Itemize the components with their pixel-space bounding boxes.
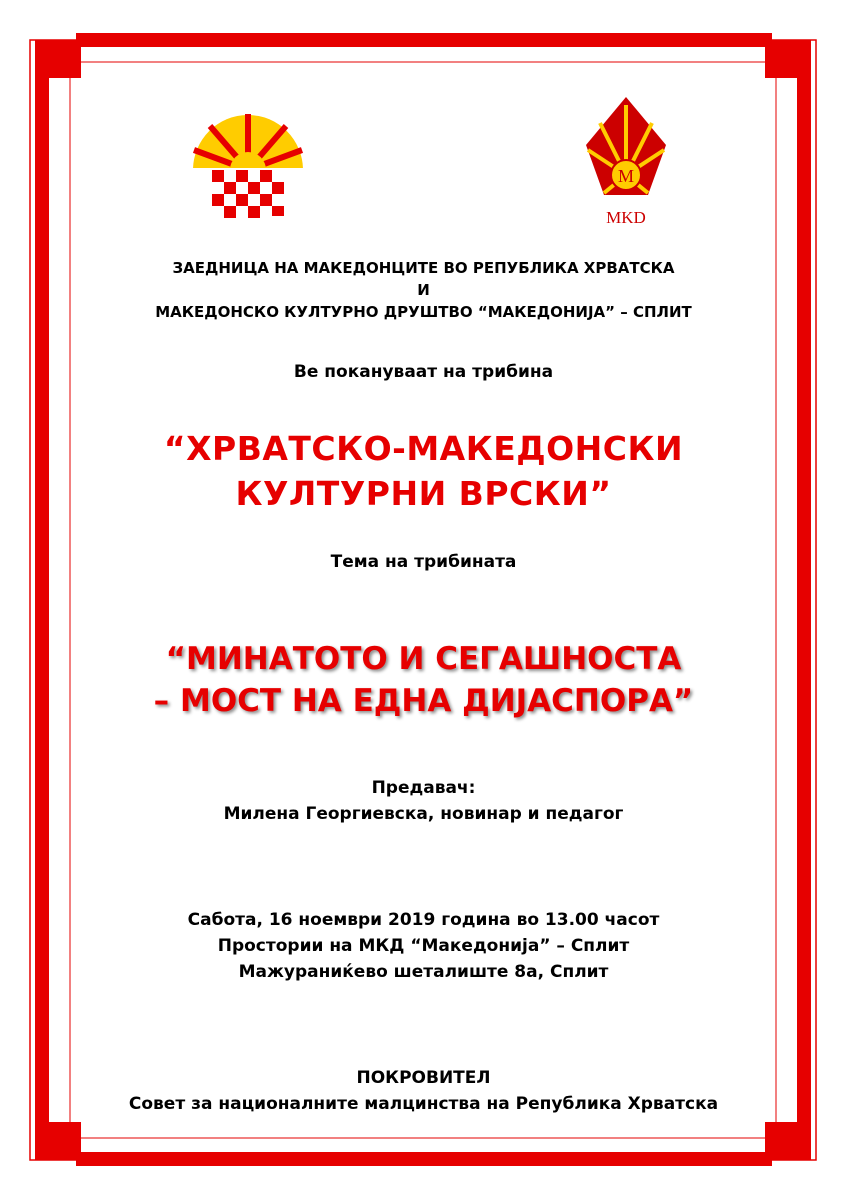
topic-label: Тема на трибината xyxy=(330,552,517,572)
mkd-emblem-icon xyxy=(576,95,676,230)
main-title-line-2: КУЛТУРНИ ВРСКИ” xyxy=(235,474,612,513)
sponsor-label: ПОКРОВИТЕЛ xyxy=(356,1068,491,1088)
invite-text: Ве покануваат на трибина xyxy=(293,362,554,382)
lecturer-block xyxy=(0,775,847,827)
topic-title-line-1: “МИНАТОТО И СЕГАШНОСТА xyxy=(165,641,682,677)
topic-title xyxy=(0,638,847,722)
mkd-logo xyxy=(576,95,676,230)
lecturer-name: Милена Георгиевска, новинар и педагог xyxy=(223,804,624,824)
org-line-2: И xyxy=(417,281,430,299)
sponsor-block xyxy=(0,1065,847,1117)
sun-checkerboard-logo-icon xyxy=(190,112,306,220)
mkd-caption: MKD xyxy=(606,208,646,227)
community-logo xyxy=(190,112,306,220)
mkd-emblem-letter: M xyxy=(617,166,635,186)
org-line-1: ЗАЕДНИЦА НА МАКЕДОНЦИТЕ ВО РЕПУБЛИКА ХРВАТСКА xyxy=(172,259,675,277)
main-title xyxy=(0,426,847,516)
event-venue: Простории на МКД “Македонија” – Сплит xyxy=(217,936,630,956)
topic-title-line-2: – МОСТ НА ЕДНА ДИЈАСПОРА” xyxy=(153,683,694,719)
org-line-3: МАКЕДОНСКО КУЛТУРНО ДРУШТВО “МАКЕДОНИЈА” – СПЛИТ xyxy=(155,303,692,321)
event-address: Мажураниќево шеталиште 8а, Сплит xyxy=(238,962,609,982)
event-details xyxy=(0,907,847,985)
main-title-line-1: “ХРВАТСКО-МАКЕДОНСКИ xyxy=(163,429,684,468)
lecturer-label: Предавач: xyxy=(371,778,476,798)
sponsor-name: Совет за националните малцинства на Република Хрватска xyxy=(128,1094,719,1114)
organizers-heading xyxy=(0,257,847,323)
event-date: Сабота, 16 ноември 2019 година во 13.00 часот xyxy=(187,910,660,930)
